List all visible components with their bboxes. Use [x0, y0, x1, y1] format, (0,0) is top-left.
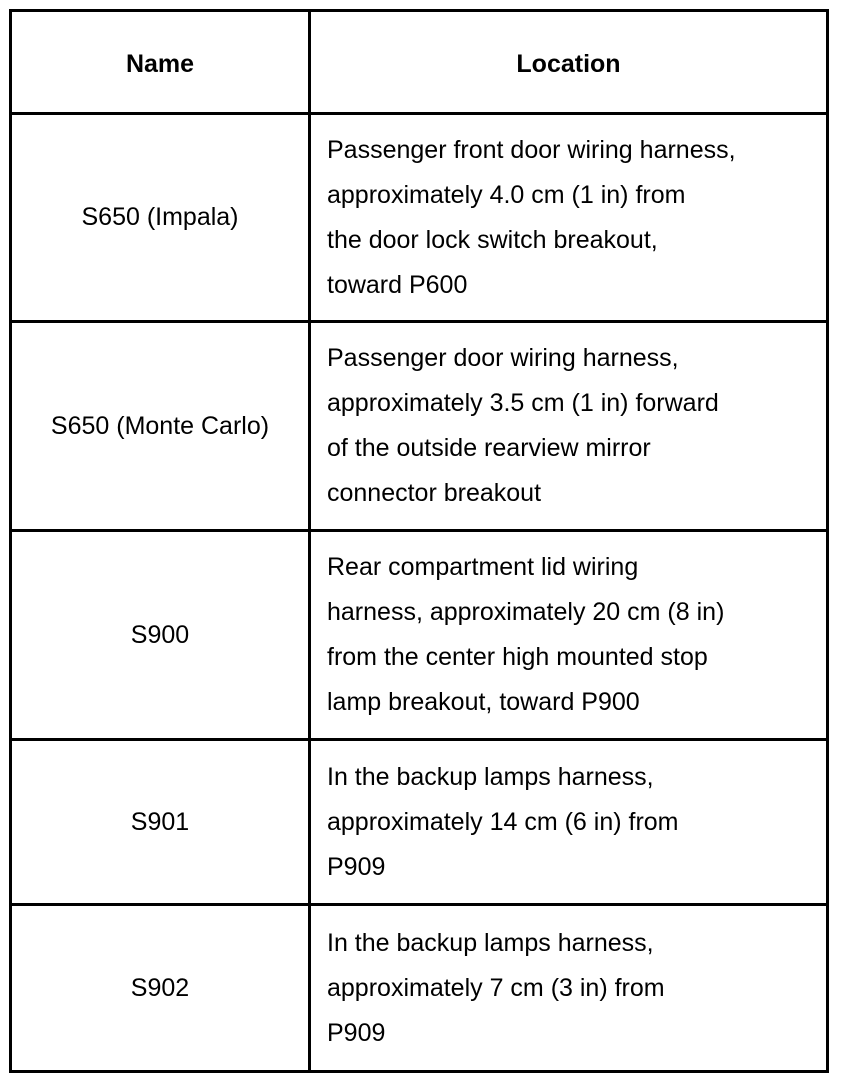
location-line: In the backup lamps harness, — [327, 762, 654, 791]
splice-name-cell: S650 (Monte Carlo) — [11, 322, 310, 531]
location-line: P909 — [327, 1018, 386, 1047]
location-line: In the backup lamps harness, — [327, 928, 654, 957]
table-row — [11, 905, 828, 1072]
splice-name-cell: S650 (Impala) — [11, 114, 310, 322]
table-header-row — [11, 11, 828, 114]
splice-name-cell: S902 — [11, 905, 310, 1072]
splice-location-cell — [310, 322, 828, 531]
location-line: the door lock switch breakout, — [327, 225, 658, 254]
splice-location-cell — [310, 905, 828, 1072]
location-line: Passenger door wiring harness, — [327, 344, 679, 372]
location-line: approximately 4.0 cm (1 in) from — [327, 180, 686, 209]
location-line: approximately 14 cm (6 in) from — [327, 807, 679, 836]
table-row — [11, 322, 828, 531]
location-line: lamp breakout, toward P900 — [327, 688, 640, 716]
splice-location-table — [9, 9, 829, 1073]
location-column-header: Location — [310, 11, 828, 114]
location-line: Rear compartment lid wiring — [327, 553, 639, 581]
location-line: P909 — [327, 852, 386, 881]
location-line: from the center high mounted stop — [327, 643, 708, 671]
splice-location-cell — [310, 114, 828, 322]
location-line: of the outside rearview mirror — [327, 434, 651, 462]
location-line: approximately 3.5 cm (1 in) forward — [327, 389, 719, 417]
location-line: Passenger front door wiring harness, — [327, 135, 736, 164]
splice-name-cell: S900 — [11, 531, 310, 740]
location-line: connector breakout — [327, 479, 542, 507]
table-row — [11, 740, 828, 905]
splice-name-cell: S901 — [11, 740, 310, 905]
splice-location-cell — [310, 740, 828, 905]
name-column-header: Name — [11, 11, 310, 114]
table-row — [11, 531, 828, 740]
location-line: harness, approximately 20 cm (8 in) — [327, 598, 725, 626]
splice-location-cell — [310, 531, 828, 740]
location-line: approximately 7 cm (3 in) from — [327, 973, 665, 1002]
location-line: toward P600 — [327, 270, 468, 299]
table-row — [11, 114, 828, 322]
